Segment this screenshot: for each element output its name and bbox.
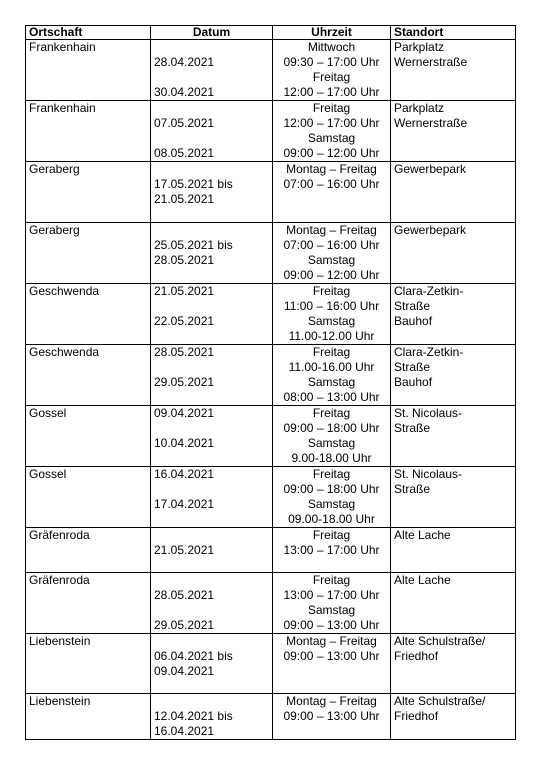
- uhrzeit-line: Samstag: [307, 497, 356, 511]
- uhrzeit-line: Freitag: [312, 70, 351, 84]
- standort-line: Straße: [394, 421, 431, 435]
- cell-uhrzeit: [273, 634, 391, 694]
- table-body: [26, 40, 516, 740]
- datum-line: 10.04.2021: [154, 436, 215, 450]
- uhrzeit-line: Samstag: [307, 253, 356, 267]
- cell-uhrzeit: [273, 345, 391, 406]
- datum-line: 29.05.2021: [154, 375, 215, 389]
- standort-line: Straße: [394, 482, 431, 496]
- uhrzeit-line: 09:00 – 13:00 Uhr: [283, 618, 380, 632]
- cell-standort: [391, 406, 516, 467]
- datum-line: 17.04.2021: [154, 497, 215, 511]
- datum-line: 16.04.2021: [154, 724, 215, 738]
- cell-ortschaft: Frankenhain: [26, 40, 151, 101]
- cell-standort: [391, 101, 516, 162]
- datum-line: [154, 482, 269, 497]
- datum-line: 28.05.2021: [154, 253, 215, 267]
- uhrzeit-line: 09:00 – 18:00 Uhr: [283, 421, 380, 435]
- header-datum: Datum: [151, 26, 273, 40]
- datum-line: 29.05.2021: [154, 618, 215, 632]
- cell-uhrzeit: [273, 573, 391, 634]
- uhrzeit-line: Samstag: [307, 603, 356, 617]
- standort-line: Alte Schulstraße/: [394, 694, 486, 708]
- datum-line: 28.05.2021: [154, 588, 215, 602]
- uhrzeit-line: 11:00 – 16:00 Uhr: [283, 299, 380, 313]
- cell-datum: [151, 101, 273, 162]
- datum-line: 21.05.2021: [154, 543, 215, 557]
- datum-line: [154, 421, 269, 436]
- standort-line: Parkplatz: [394, 40, 445, 54]
- uhrzeit-line: 13:00 – 17:00 Uhr: [283, 588, 380, 602]
- uhrzeit-line: 09:30 – 17:00 Uhr: [283, 55, 380, 69]
- datum-line: 21.05.2021: [154, 192, 215, 206]
- cell-ortschaft: Geraberg: [26, 162, 151, 223]
- uhrzeit-line: 07:00 – 16:00 Uhr: [283, 177, 380, 191]
- uhrzeit-line: 9.00-18.00 Uhr: [291, 451, 372, 465]
- header-row: [26, 26, 516, 40]
- datum-line: 21.05.2021: [154, 284, 215, 298]
- datum-line: [154, 40, 269, 55]
- datum-line: 30.04.2021: [154, 85, 215, 99]
- table-row: [26, 406, 516, 467]
- uhrzeit-line: Samstag: [307, 131, 356, 145]
- cell-datum: [151, 573, 273, 634]
- datum-line: 28.04.2021: [154, 55, 215, 69]
- cell-datum: [151, 40, 273, 101]
- table-row: [26, 467, 516, 528]
- uhrzeit-line: Freitag: [312, 345, 351, 359]
- cell-datum: [151, 634, 273, 694]
- cell-datum: [151, 694, 273, 740]
- uhrzeit-line: 09:00 – 13:00 Uhr: [283, 649, 380, 663]
- datum-line: [154, 223, 269, 238]
- cell-standort: [391, 467, 516, 528]
- table-row: [26, 694, 516, 740]
- cell-datum: [151, 406, 273, 467]
- datum-line: 09.04.2021: [154, 406, 215, 420]
- table-row: [26, 634, 516, 694]
- datum-line: 07.05.2021: [154, 116, 215, 130]
- cell-uhrzeit: [273, 694, 391, 740]
- table-row: [26, 162, 516, 223]
- uhrzeit-line: 12:00 – 17:00 Uhr: [283, 116, 380, 130]
- table-row: [26, 40, 516, 101]
- cell-ortschaft: Gossel: [26, 406, 151, 467]
- uhrzeit-line: Freitag: [312, 101, 351, 115]
- standort-line: Wernerstraße: [394, 55, 468, 69]
- cell-ortschaft: Liebenstein: [26, 694, 151, 740]
- cell-datum: [151, 528, 273, 573]
- standort-line: Bauhof: [394, 314, 433, 328]
- cell-standort: [391, 284, 516, 345]
- standort-line: Friedhof: [394, 649, 439, 663]
- cell-datum: [151, 345, 273, 406]
- uhrzeit-line: Freitag: [312, 406, 351, 420]
- cell-standort: [391, 634, 516, 694]
- standort-line: Straße: [394, 360, 431, 374]
- header-standort: Standort: [391, 26, 516, 40]
- standort-line: Wernerstraße: [394, 116, 468, 130]
- uhrzeit-line: Freitag: [312, 284, 351, 298]
- cell-uhrzeit: [273, 284, 391, 345]
- table-row: [26, 345, 516, 406]
- datum-line: [154, 694, 269, 709]
- uhrzeit-line: 13:00 – 17:00 Uhr: [283, 543, 380, 557]
- cell-ortschaft: Liebenstein: [26, 634, 151, 694]
- cell-standort: [391, 223, 516, 284]
- table-row: [26, 101, 516, 162]
- datum-line: [154, 528, 269, 543]
- cell-datum: [151, 284, 273, 345]
- cell-standort: [391, 345, 516, 406]
- table-row: [26, 528, 516, 573]
- uhrzeit-line: 09.00-18.00 Uhr: [288, 512, 375, 526]
- uhrzeit-line: Freitag: [312, 573, 351, 587]
- datum-line: [154, 70, 269, 85]
- cell-standort: [391, 694, 516, 740]
- datum-line: 25.05.2021 bis: [154, 238, 233, 252]
- table-row: [26, 573, 516, 634]
- cell-uhrzeit: [273, 467, 391, 528]
- uhrzeit-line: 12:00 – 17:00 Uhr: [283, 85, 380, 99]
- uhrzeit-line: 11.00-16.00 Uhr: [288, 360, 375, 374]
- uhrzeit-line: 07:00 – 16:00 Uhr: [283, 238, 380, 252]
- datum-line: [154, 360, 269, 375]
- standort-line: Straße: [394, 299, 431, 313]
- cell-datum: [151, 223, 273, 284]
- cell-standort: [391, 528, 516, 573]
- datum-line: 17.05.2021 bis: [154, 177, 233, 191]
- uhrzeit-line: Montag – Freitag: [286, 223, 377, 237]
- cell-ortschaft: Gräfenroda: [26, 573, 151, 634]
- standort-line: Parkplatz: [394, 101, 445, 115]
- datum-line: [154, 131, 269, 146]
- cell-ortschaft: Geschwenda: [26, 284, 151, 345]
- uhrzeit-line: Montag – Freitag: [286, 694, 377, 708]
- datum-line: 06.04.2021 bis: [154, 649, 233, 663]
- uhrzeit-line: Samstag: [307, 436, 356, 450]
- header-ortschaft: Ortschaft: [26, 26, 151, 40]
- standort-line: Gewerbepark: [394, 162, 467, 176]
- uhrzeit-line: Montag – Freitag: [286, 162, 377, 176]
- datum-line: [154, 101, 269, 116]
- standort-line: St. Nicolaus-: [394, 406, 463, 420]
- datum-line: [154, 634, 269, 649]
- cell-standort: [391, 573, 516, 634]
- uhrzeit-line: Montag – Freitag: [286, 634, 377, 648]
- uhrzeit-line: Mittwoch: [307, 40, 356, 54]
- datum-line: [154, 162, 269, 177]
- cell-standort: [391, 162, 516, 223]
- table-row: [26, 223, 516, 284]
- cell-datum: [151, 467, 273, 528]
- cell-ortschaft: Geschwenda: [26, 345, 151, 406]
- cell-uhrzeit: [273, 223, 391, 284]
- uhrzeit-line: 09:00 – 12:00 Uhr: [283, 146, 380, 160]
- datum-line: [154, 603, 269, 618]
- standort-line: Gewerbepark: [394, 223, 467, 237]
- standort-line: Friedhof: [394, 709, 439, 723]
- uhrzeit-line: Samstag: [307, 375, 356, 389]
- uhrzeit-line: Freitag: [312, 467, 351, 481]
- cell-uhrzeit: [273, 40, 391, 101]
- standort-line: Clara-Zetkin-: [394, 284, 464, 298]
- uhrzeit-line: 09:00 – 13:00 Uhr: [283, 709, 380, 723]
- datum-line: [154, 573, 269, 588]
- cell-datum: [151, 162, 273, 223]
- uhrzeit-line: 09:00 – 12:00 Uhr: [283, 268, 380, 282]
- uhrzeit-line: 08:00 – 13:00 Uhr: [283, 390, 380, 404]
- standort-line: Alte Lache: [394, 573, 451, 587]
- cell-ortschaft: Geraberg: [26, 223, 151, 284]
- standort-line: Alte Schulstraße/: [394, 634, 486, 648]
- cell-uhrzeit: [273, 406, 391, 467]
- cell-ortschaft: Frankenhain: [26, 101, 151, 162]
- datum-line: 28.05.2021: [154, 345, 215, 359]
- standort-line: Alte Lache: [394, 528, 451, 542]
- uhrzeit-line: 11.00-12.00 Uhr: [288, 329, 375, 343]
- uhrzeit-line: Freitag: [312, 528, 351, 542]
- standort-line: Bauhof: [394, 375, 433, 389]
- header-uhrzeit: Uhrzeit: [273, 26, 391, 40]
- datum-line: 08.05.2021: [154, 146, 215, 160]
- cell-uhrzeit: [273, 528, 391, 573]
- table-row: [26, 284, 516, 345]
- uhrzeit-line: 09:00 – 18:00 Uhr: [283, 482, 380, 496]
- cell-standort: [391, 40, 516, 101]
- standort-line: St. Nicolaus-: [394, 467, 463, 481]
- datum-line: 09.04.2021: [154, 664, 215, 678]
- datum-line: 16.04.2021: [154, 467, 215, 481]
- datum-line: [154, 299, 269, 314]
- cell-ortschaft: Gräfenroda: [26, 528, 151, 573]
- cell-uhrzeit: [273, 101, 391, 162]
- cell-ortschaft: Gossel: [26, 467, 151, 528]
- datum-line: 12.04.2021 bis: [154, 709, 233, 723]
- cell-uhrzeit: [273, 162, 391, 223]
- uhrzeit-line: Samstag: [307, 314, 356, 328]
- datum-line: 22.05.2021: [154, 314, 215, 328]
- standort-line: Clara-Zetkin-: [394, 345, 464, 359]
- schedule-table: [25, 25, 516, 740]
